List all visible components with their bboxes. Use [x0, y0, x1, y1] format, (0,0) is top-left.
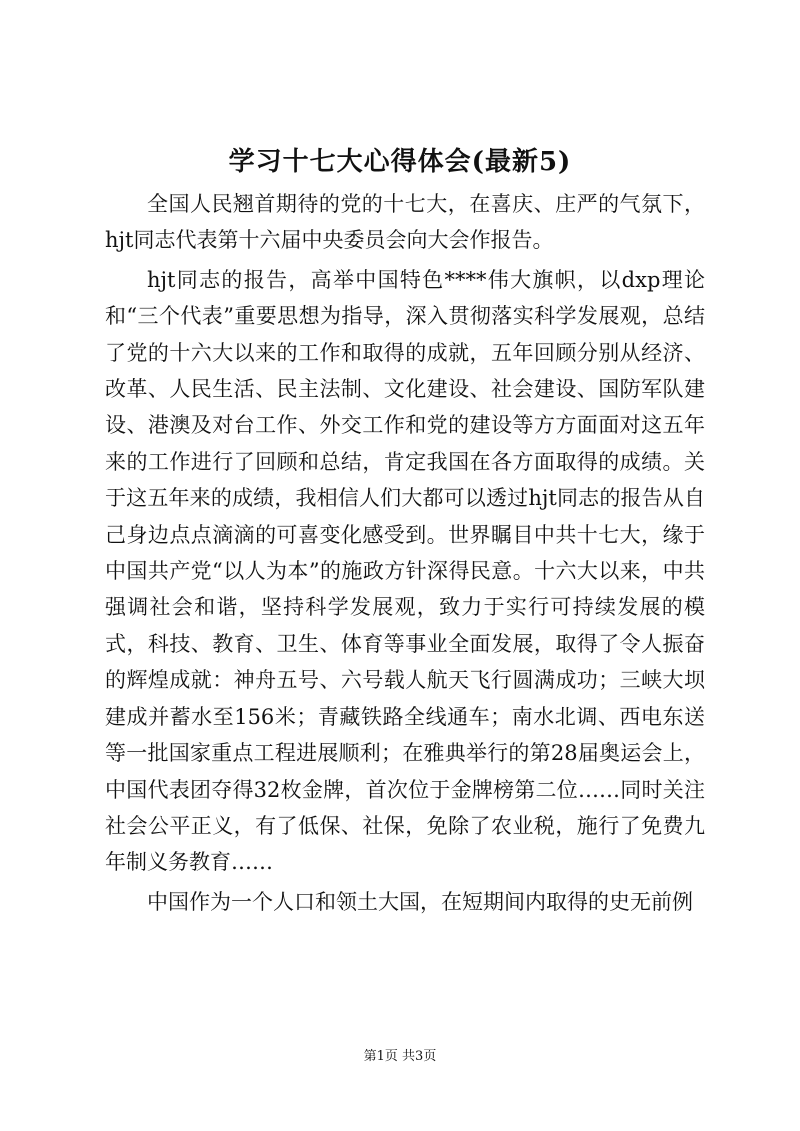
page-number-footer: 第1页 共3页 [363, 1049, 437, 1064]
paragraph-3: 中国作为一个人口和领土大国，在短期间内取得的史无前例 [147, 889, 693, 914]
paragraph-1: 全国人民翘首期待的党的十七大，在喜庆、庄严的气氛下，hjt同志代表第十六届中央委员会向大会作报告。 [105, 192, 705, 253]
document-title: 学习十七大心得体会(最新5) [228, 147, 572, 177]
paragraph-2: hjt同志的报告，高举中国特色****伟大旗帜，以dxp理论和“三个代表”重要思想为指导，深入贯彻落实科学发展观，总结了党的十六大以来的工作和取得的成就，五年回顾分别从经济、改革、人民生活、民主法制、文化建设、社会建设、国防军队建设、港澳及对台工作、外交工作和党的建设等方方面面对这五年来的工作进行了回顾和总结，肯定我国在各方面取得的成绩。关于这五年来的成绩，我相信人们大都可以透过hjt同志的报告从自己身边点点滴滴的可喜变化感受到。世界瞩目中共十七大，缘于中国共产党“以人为本”的施政方针深得民意。十六大以来，中共强调社会和谐，坚持科学发展观，致力于实行可持续发展的模式，科技、教育、卫生、体育等事业全面发展，取得了令人振奋的辉煌成就：神舟五号、六号载人航天飞行圆满成功；三峡大坝建成并蓄水至156米；青藏铁路全线通车；南水北调、西电东送等一批国家重点工程进展顺利；在雅典举行的第28届奥运会上，中国代表团夺得32枚金牌，首次位于金牌榜第二位……同时关注社会公平正义，有了低保、社保，免除了农业税，施行了免费九年制义务教育…… [105, 267, 705, 875]
document-body [105, 186, 705, 920]
